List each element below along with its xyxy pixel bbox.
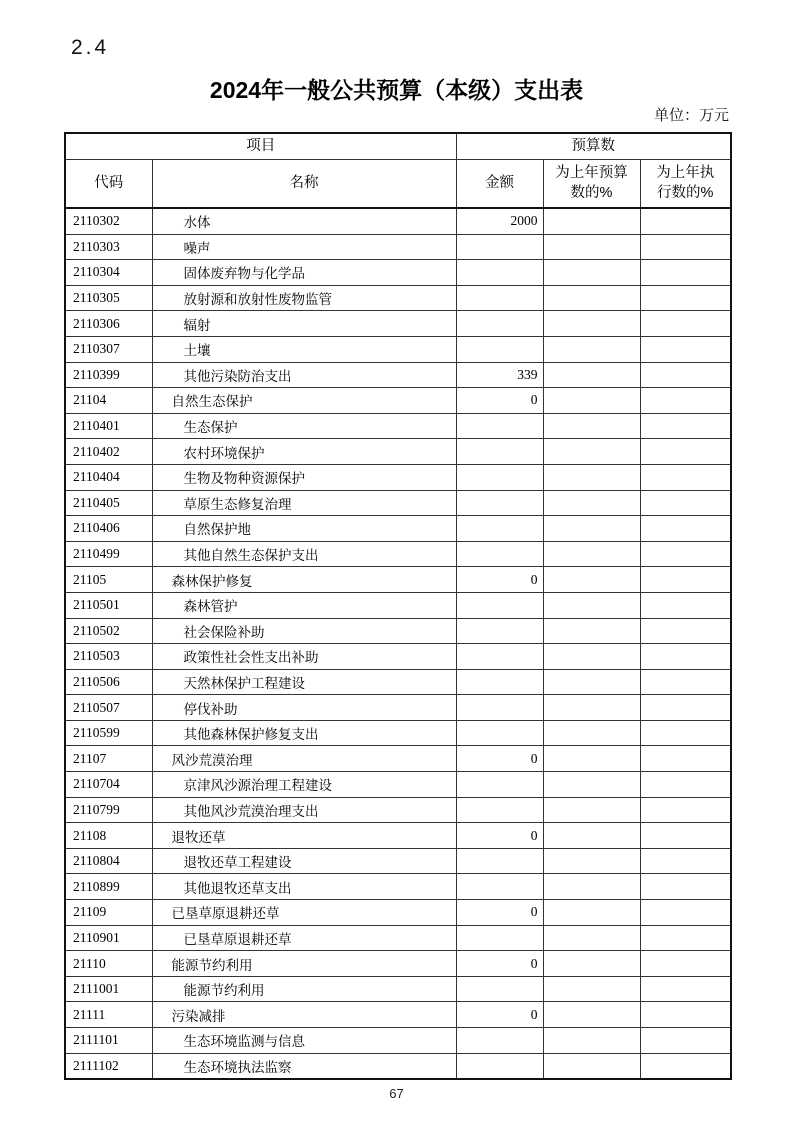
row-amount <box>456 592 543 618</box>
row-pct-prev-execution <box>640 439 731 465</box>
row-code: 2110304 <box>65 260 152 286</box>
row-code: 2110405 <box>65 490 152 516</box>
table-row <box>65 618 731 644</box>
row-pct-prev-budget <box>543 1053 640 1079</box>
row-code: 21108 <box>65 823 152 849</box>
row-code: 2110899 <box>65 874 152 900</box>
header-name: 名称 <box>152 160 456 209</box>
row-name: 已垦草原退耕还草 <box>152 900 456 926</box>
row-pct-prev-execution <box>640 848 731 874</box>
row-name: 社会保险补助 <box>152 618 456 644</box>
row-amount: 0 <box>456 951 543 977</box>
row-amount <box>456 413 543 439</box>
row-name: 已垦草原退耕还草 <box>152 925 456 951</box>
table-body <box>65 208 731 1079</box>
row-code: 2110305 <box>65 285 152 311</box>
budget-expenditure-table <box>64 132 732 1080</box>
row-name: 生态环境执法监察 <box>152 1053 456 1079</box>
row-pct-prev-execution <box>640 234 731 260</box>
row-amount <box>456 695 543 721</box>
row-pct-prev-execution <box>640 976 731 1002</box>
row-amount <box>456 976 543 1002</box>
row-pct-prev-budget <box>543 541 640 567</box>
row-name: 其他退牧还草支出 <box>152 874 456 900</box>
row-pct-prev-budget <box>543 490 640 516</box>
table-row <box>65 490 731 516</box>
row-code: 2110302 <box>65 208 152 234</box>
row-name: 其他森林保护修复支出 <box>152 720 456 746</box>
row-pct-prev-execution <box>640 362 731 388</box>
row-code: 21109 <box>65 900 152 926</box>
row-code: 2111001 <box>65 976 152 1002</box>
row-code: 2110501 <box>65 592 152 618</box>
row-amount <box>456 618 543 644</box>
row-pct-prev-execution <box>640 618 731 644</box>
row-name: 停伐补助 <box>152 695 456 721</box>
header-pct-prev-budget: 为上年预算数的% <box>543 160 640 209</box>
header-amount: 金额 <box>456 160 543 209</box>
row-code: 2110506 <box>65 669 152 695</box>
row-code: 2110499 <box>65 541 152 567</box>
row-code: 2110599 <box>65 720 152 746</box>
row-pct-prev-execution <box>640 541 731 567</box>
row-pct-prev-execution <box>640 490 731 516</box>
row-amount <box>456 541 543 567</box>
row-pct-prev-budget <box>543 260 640 286</box>
row-amount <box>456 439 543 465</box>
row-name: 噪声 <box>152 234 456 260</box>
row-name: 自然保护地 <box>152 516 456 542</box>
row-pct-prev-budget <box>543 976 640 1002</box>
table-row <box>65 951 731 977</box>
row-pct-prev-budget <box>543 925 640 951</box>
table-row <box>65 772 731 798</box>
row-code: 2110399 <box>65 362 152 388</box>
row-code: 2110804 <box>65 848 152 874</box>
row-code: 2110303 <box>65 234 152 260</box>
row-amount: 0 <box>456 746 543 772</box>
row-amount <box>456 490 543 516</box>
table-row <box>65 823 731 849</box>
table-row <box>65 234 731 260</box>
row-code: 2111101 <box>65 1028 152 1054</box>
row-pct-prev-execution <box>640 720 731 746</box>
row-pct-prev-execution <box>640 336 731 362</box>
row-pct-prev-budget <box>543 516 640 542</box>
table-row <box>65 336 731 362</box>
row-amount <box>456 234 543 260</box>
row-pct-prev-execution <box>640 567 731 593</box>
row-pct-prev-budget <box>543 464 640 490</box>
row-name: 森林保护修复 <box>152 567 456 593</box>
table-row <box>65 669 731 695</box>
row-name: 京津风沙源治理工程建设 <box>152 772 456 798</box>
table-column-header-row <box>65 160 731 209</box>
table-row <box>65 925 731 951</box>
page-title: 2024年一般公共预算（本级）支出表 <box>209 77 584 103</box>
table-row <box>65 797 731 823</box>
row-code: 2110406 <box>65 516 152 542</box>
row-amount <box>456 464 543 490</box>
row-pct-prev-execution <box>640 874 731 900</box>
row-pct-prev-budget <box>543 900 640 926</box>
row-pct-prev-execution <box>640 695 731 721</box>
row-pct-prev-budget <box>543 362 640 388</box>
row-name: 生态保护 <box>152 413 456 439</box>
row-pct-prev-budget <box>543 746 640 772</box>
row-amount <box>456 644 543 670</box>
row-name: 退牧还草 <box>152 823 456 849</box>
row-name: 污染减排 <box>152 1002 456 1028</box>
row-pct-prev-execution <box>640 746 731 772</box>
header-code: 代码 <box>65 160 152 209</box>
row-amount <box>456 848 543 874</box>
row-pct-prev-budget <box>543 644 640 670</box>
row-code: 2110502 <box>65 618 152 644</box>
row-amount <box>456 925 543 951</box>
table-row <box>65 311 731 337</box>
table-row <box>65 541 731 567</box>
table-row <box>65 439 731 465</box>
row-code: 2110704 <box>65 772 152 798</box>
row-amount: 0 <box>456 1002 543 1028</box>
row-code: 2110306 <box>65 311 152 337</box>
row-name: 辐射 <box>152 311 456 337</box>
row-name: 森林管护 <box>152 592 456 618</box>
row-name: 水体 <box>152 208 456 234</box>
row-name: 风沙荒漠治理 <box>152 746 456 772</box>
row-pct-prev-budget <box>543 388 640 414</box>
row-name: 政策性社会性支出补助 <box>152 644 456 670</box>
row-pct-prev-execution <box>640 260 731 286</box>
row-pct-prev-execution <box>640 516 731 542</box>
table-row <box>65 848 731 874</box>
row-pct-prev-budget <box>543 848 640 874</box>
row-pct-prev-execution <box>640 823 731 849</box>
row-code: 2110404 <box>65 464 152 490</box>
row-pct-prev-budget <box>543 208 640 234</box>
row-code: 2110901 <box>65 925 152 951</box>
row-pct-prev-budget <box>543 874 640 900</box>
row-pct-prev-budget <box>543 234 640 260</box>
row-amount: 0 <box>456 823 543 849</box>
row-amount: 2000 <box>456 208 543 234</box>
row-code: 21107 <box>65 746 152 772</box>
row-pct-prev-execution <box>640 388 731 414</box>
table-row <box>65 388 731 414</box>
row-name: 天然林保护工程建设 <box>152 669 456 695</box>
table-row <box>65 976 731 1002</box>
table-group-header-row <box>65 133 731 160</box>
table-row <box>65 644 731 670</box>
row-pct-prev-budget <box>543 592 640 618</box>
row-pct-prev-budget <box>543 720 640 746</box>
header-project-group: 项目 <box>65 133 456 160</box>
table-row <box>65 1053 731 1079</box>
row-name: 其他污染防治支出 <box>152 362 456 388</box>
row-code: 2110507 <box>65 695 152 721</box>
row-pct-prev-execution <box>640 464 731 490</box>
row-code: 21105 <box>65 567 152 593</box>
row-name: 能源节约利用 <box>152 951 456 977</box>
row-pct-prev-execution <box>640 1002 731 1028</box>
row-amount <box>456 285 543 311</box>
row-name: 固体废弃物与化学品 <box>152 260 456 286</box>
row-pct-prev-execution <box>640 592 731 618</box>
row-code: 2110307 <box>65 336 152 362</box>
row-amount <box>456 669 543 695</box>
row-amount <box>456 1053 543 1079</box>
row-pct-prev-budget <box>543 1028 640 1054</box>
row-amount <box>456 516 543 542</box>
header-pct-prev-execution: 为上年执行数的% <box>640 160 731 209</box>
row-pct-prev-budget <box>543 823 640 849</box>
row-code: 21104 <box>65 388 152 414</box>
table-row <box>65 695 731 721</box>
row-pct-prev-budget <box>543 618 640 644</box>
row-name: 其他风沙荒漠治理支出 <box>152 797 456 823</box>
table-row <box>65 362 731 388</box>
row-amount <box>456 874 543 900</box>
row-pct-prev-execution <box>640 797 731 823</box>
row-pct-prev-execution <box>640 311 731 337</box>
row-pct-prev-execution <box>640 285 731 311</box>
row-pct-prev-budget <box>543 413 640 439</box>
row-pct-prev-execution <box>640 1028 731 1054</box>
row-pct-prev-budget <box>543 772 640 798</box>
row-name: 生态环境监测与信息 <box>152 1028 456 1054</box>
row-name: 农村环境保护 <box>152 439 456 465</box>
row-amount <box>456 720 543 746</box>
row-name: 生物及物种资源保护 <box>152 464 456 490</box>
table-row <box>65 592 731 618</box>
table-row <box>65 567 731 593</box>
row-pct-prev-budget <box>543 311 640 337</box>
row-pct-prev-budget <box>543 439 640 465</box>
table-row <box>65 260 731 286</box>
row-amount: 0 <box>456 900 543 926</box>
table-row <box>65 208 731 234</box>
table-row <box>65 1028 731 1054</box>
row-amount: 0 <box>456 567 543 593</box>
row-code: 21111 <box>65 1002 152 1028</box>
row-amount <box>456 1028 543 1054</box>
table-row <box>65 464 731 490</box>
row-code: 2110401 <box>65 413 152 439</box>
row-pct-prev-execution <box>640 951 731 977</box>
row-name: 土壤 <box>152 336 456 362</box>
row-code: 2111102 <box>65 1053 152 1079</box>
row-pct-prev-budget <box>543 669 640 695</box>
table-row <box>65 746 731 772</box>
row-amount <box>456 336 543 362</box>
row-amount <box>456 797 543 823</box>
row-amount <box>456 260 543 286</box>
row-pct-prev-execution <box>640 1053 731 1079</box>
table-row <box>65 516 731 542</box>
table-row <box>65 413 731 439</box>
row-name: 自然生态保护 <box>152 388 456 414</box>
row-code: 2110402 <box>65 439 152 465</box>
row-pct-prev-execution <box>640 669 731 695</box>
row-pct-prev-budget <box>543 336 640 362</box>
row-pct-prev-execution <box>640 644 731 670</box>
row-name: 放射源和放射性废物监管 <box>152 285 456 311</box>
row-name: 能源节约利用 <box>152 976 456 1002</box>
row-name: 草原生态修复治理 <box>152 490 456 516</box>
section-number: 2.4 <box>71 36 110 59</box>
table-row <box>65 1002 731 1028</box>
row-pct-prev-execution <box>640 925 731 951</box>
row-pct-prev-execution <box>640 900 731 926</box>
row-name: 退牧还草工程建设 <box>152 848 456 874</box>
row-pct-prev-budget <box>543 797 640 823</box>
row-pct-prev-execution <box>640 413 731 439</box>
row-amount <box>456 311 543 337</box>
row-name: 其他自然生态保护支出 <box>152 541 456 567</box>
table-row <box>65 874 731 900</box>
table-row <box>65 720 731 746</box>
table-row <box>65 285 731 311</box>
row-amount: 0 <box>456 388 543 414</box>
row-code: 21110 <box>65 951 152 977</box>
header-budget-group: 预算数 <box>456 133 731 160</box>
row-amount: 339 <box>456 362 543 388</box>
row-pct-prev-budget <box>543 285 640 311</box>
page-number: 67 <box>389 1086 404 1101</box>
row-amount <box>456 772 543 798</box>
row-pct-prev-execution <box>640 772 731 798</box>
row-code: 2110799 <box>65 797 152 823</box>
row-pct-prev-budget <box>543 695 640 721</box>
row-code: 2110503 <box>65 644 152 670</box>
row-pct-prev-budget <box>543 567 640 593</box>
table-row <box>65 900 731 926</box>
row-pct-prev-budget <box>543 951 640 977</box>
row-pct-prev-budget <box>543 1002 640 1028</box>
row-pct-prev-execution <box>640 208 731 234</box>
unit-label: 单位：万元 <box>653 108 729 124</box>
